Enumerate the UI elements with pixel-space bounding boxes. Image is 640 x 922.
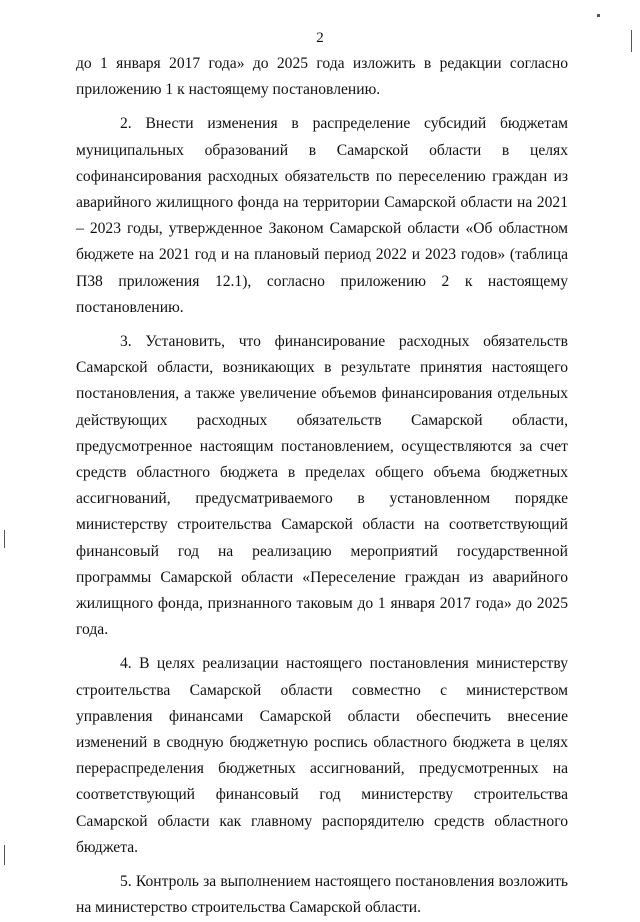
scan-edge-line <box>4 845 5 865</box>
scan-edge-line <box>4 530 5 548</box>
paragraph-5-control: 5. Контроль за выполнением настоящего постановления возложить на министерство строительства Самарской области. <box>76 873 568 917</box>
page-number: 2 <box>316 30 324 46</box>
document-body <box>76 51 568 922</box>
scan-speck <box>597 14 600 17</box>
paragraph-2-subsidy-distribution: 2. Внести изменения в распределение субсидий бюджетам муниципальных образований в Самарской области в целях софинансирования расходных обязательств по переселению граждан из аварийного жилищного фонда на территории Самарской области на 2021 – 2023 годы, утвержденное Законом Самарской области «Об областном бюджете на 2021 год и на плановый период 2022 и 2023 годов» (таблица П38 приложения 12.1), согласно приложению 2 к настоящему постановлению. <box>76 115 568 316</box>
scan-edge-line <box>631 30 632 52</box>
paragraph-4-budget-changes: 4. В целях реализации настоящего постановления министерству строительства Самарской области совместно с министерством управления финансами Самарской области обеспечить внесение изменений в сводную бюджетную роспись областного бюджета в целях перераспределения бюджетных ассигнований, предусмотренных на соответствующий финансовый год министерству строительства Самарской области как главному распорядителю средств областного бюджета. <box>76 655 568 856</box>
paragraph-3-financing: 3. Установить, что финансирование расходных обязательств Самарской области, возникающих в результате принятия настоящего постановления, а также увеличение объемов финансирования отдельных действующих расходных обязательств Самарской области, предусмотренное настоящим постановлением, осуществляются за счет средств областного бюджета в пределах общего объема бюджетных ассигнований, предусматриваемого в установленном порядке министерству строительства Самарской области на соответствующий финансовый год на реализацию мероприятий государственной программы Самарской области «Переселение граждан из аварийного жилищного фонда, признанного таковым до 1 января 2017 года» до 2025 года. <box>76 333 568 639</box>
paragraph-continuation: до 1 января 2017 года» до 2025 года изложить в редакции согласно приложению 1 к настоящему постановлению. <box>76 55 568 99</box>
